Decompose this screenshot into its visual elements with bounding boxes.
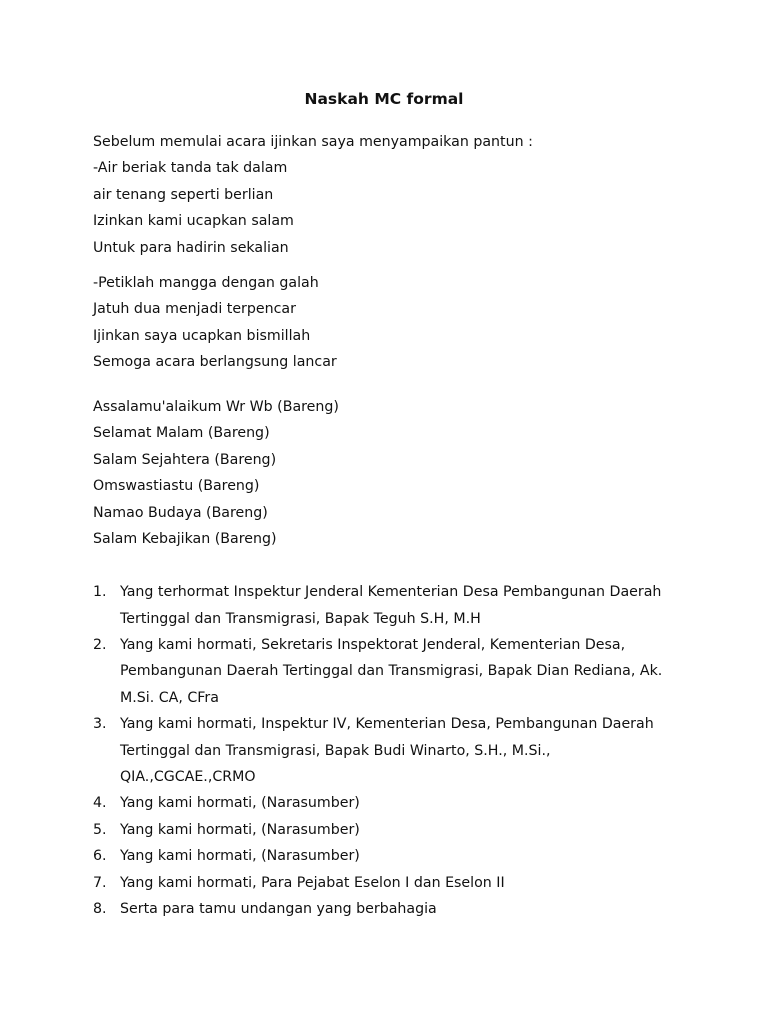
greeting-line: Namao Budaya (Bareng)	[93, 505, 268, 521]
list-item-text: Yang kami hormati, Para Pejabat Eselon I dan Eselon II	[120, 875, 505, 891]
page-title: Naskah MC formal	[304, 90, 464, 108]
list-item-text: Yang terhormat Inspektur Jenderal Kementerian Desa Pembangunan Daerah	[120, 584, 662, 600]
list-item-number: 1.	[93, 584, 107, 600]
intro-text: Sebelum memulai acara ijinkan saya menyampaikan pantun :	[93, 134, 533, 150]
pantun1-line: Izinkan kami ucapkan salam	[93, 213, 294, 229]
list-item-number: 4.	[93, 795, 107, 811]
pantun1-line: -Air beriak tanda tak dalam	[93, 160, 288, 176]
list-item-number: 7.	[93, 875, 107, 891]
pantun2-line: -Petiklah mangga dengan galah	[93, 275, 319, 291]
list-item-number: 8.	[93, 901, 107, 917]
list-item-number: 5.	[93, 822, 107, 838]
list-item-number: 6.	[93, 848, 107, 864]
pantun2-line: Jatuh dua menjadi terpencar	[93, 301, 296, 317]
greeting-line: Salam Sejahtera (Bareng)	[93, 452, 277, 468]
list-item-text: M.Si. CA, CFra	[120, 690, 219, 706]
list-item-number: 2.	[93, 637, 107, 653]
list-item-text: QIA.,CGCAE.,CRMO	[120, 769, 256, 785]
pantun2-line: Semoga acara berlangsung lancar	[93, 354, 337, 370]
list-item-text: Tertinggal dan Transmigrasi, Bapak Budi Winarto, S.H., M.Si.,	[120, 743, 551, 759]
list-item-text: Yang kami hormati, Sekretaris Inspektorat Jenderal, Kementerian Desa,	[120, 637, 626, 653]
greeting-line: Selamat Malam (Bareng)	[93, 425, 270, 441]
list-item-number: 3.	[93, 716, 107, 732]
greeting-line: Salam Kebajikan (Bareng)	[93, 531, 277, 547]
list-item-text: Tertinggal dan Transmigrasi, Bapak Teguh S.H, M.H	[120, 611, 481, 627]
pantun2-line: Ijinkan saya ucapkan bismillah	[93, 328, 311, 344]
list-item-text: Yang kami hormati, Inspektur IV, Kementerian Desa, Pembangunan Daerah	[120, 716, 654, 732]
list-item-text: Yang kami hormati, (Narasumber)	[120, 848, 360, 864]
list-item-text: Yang kami hormati, (Narasumber)	[120, 822, 360, 838]
list-item-text: Pembangunan Daerah Tertinggal dan Transmigrasi, Bapak Dian Rediana, Ak.	[120, 663, 663, 679]
pantun1-line: air tenang seperti berlian	[93, 187, 274, 203]
pantun1-line: Untuk para hadirin sekalian	[93, 240, 289, 256]
list-item-text: Yang kami hormati, (Narasumber)	[120, 795, 360, 811]
greeting-line: Omswastiastu (Bareng)	[93, 478, 260, 494]
list-item-text: Serta para tamu undangan yang berbahagia	[120, 901, 437, 917]
greeting-line: Assalamu'alaikum Wr Wb (Bareng)	[93, 399, 339, 415]
